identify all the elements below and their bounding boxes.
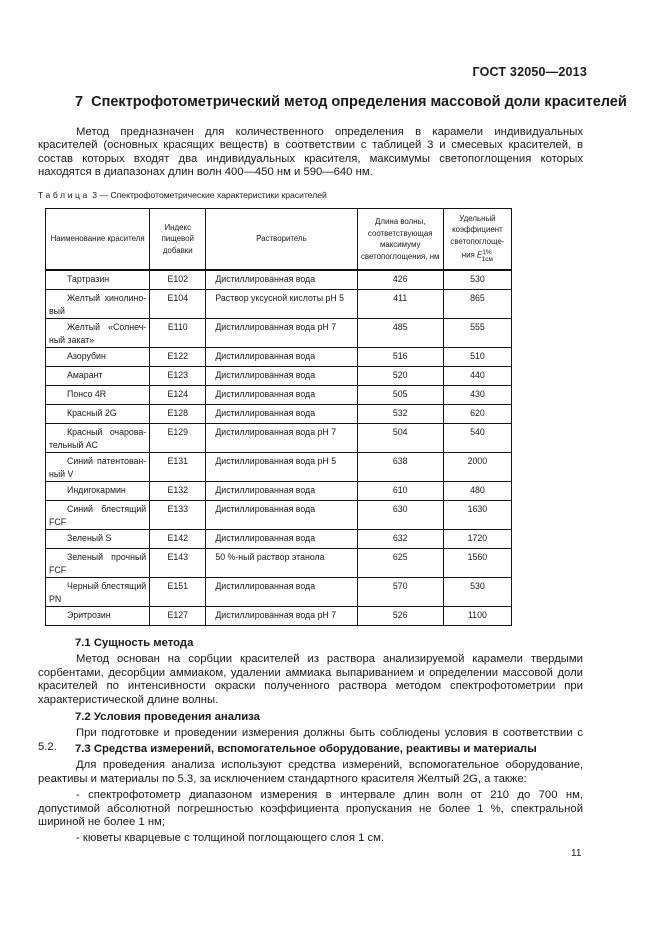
cell-solvent: Дистиллированная вода xyxy=(206,578,357,607)
table-row xyxy=(46,367,512,386)
cell-index: E131 xyxy=(150,453,206,482)
cell-dye-name: Синий блестящий FCF xyxy=(46,501,150,530)
cell-wavelength: 630 xyxy=(357,501,443,530)
table-row xyxy=(46,405,512,424)
cell-index: E132 xyxy=(150,482,206,501)
table-row xyxy=(46,578,512,607)
cell-dye-name: Азорубин xyxy=(46,348,150,367)
cell-solvent: Дистиллированная вода pH 7 xyxy=(206,424,357,453)
cell-dye-name: Черный блестящий PN xyxy=(46,578,150,607)
subsection-paragraph: - кюветы кварцевые с толщиной поглощающего слоя 1 см. xyxy=(76,832,385,845)
cell-dye-name: Желтый хинолино-вый xyxy=(46,290,150,319)
subsection-heading: 7.2 Условия проведения анализа xyxy=(75,711,260,723)
header-coefficient xyxy=(443,209,511,271)
subsection xyxy=(38,637,583,710)
table-row xyxy=(46,607,512,626)
standard-designation: ГОСТ 32050—2013 xyxy=(472,65,587,79)
cell-coefficient: 480 xyxy=(443,482,511,501)
table-row xyxy=(46,424,512,453)
cell-dye-name: Индигокармин xyxy=(46,482,150,501)
cell-coefficient: 510 xyxy=(443,348,511,367)
subsection-paragraph: Метод основан на сорбции красителей из раствора анализируемой карамели твердыми сорбентами, десорбции аммиаком, удалении аммиака выпариванием и определении массовой доли красителей по интенсивности окраски полученного раствора методом спектрофотометрии при характеристической длине волны. xyxy=(38,653,583,706)
table-row xyxy=(46,319,512,348)
subsection-heading: 7.1 Сущность метода xyxy=(75,637,194,649)
header-solvent: Растворитель xyxy=(206,209,357,271)
table-caption-title: — Спектрофотометрические характеристики красителей xyxy=(97,190,327,200)
cell-coefficient: 540 xyxy=(443,424,511,453)
cell-index: E104 xyxy=(150,290,206,319)
cell-dye-name: Синий патентован-ный V xyxy=(46,453,150,482)
cell-coefficient: 430 xyxy=(443,386,511,405)
cell-index: E128 xyxy=(150,405,206,424)
cell-solvent: Раствор уксусной кислоты pH 5 xyxy=(206,290,357,319)
cell-coefficient: 620 xyxy=(443,405,511,424)
cell-wavelength: 526 xyxy=(357,607,443,626)
subsection-paragraph: Для проведения анализа используют средства измерений, вспомогательное оборудование, реактивы и материалы по 5.3, за исключением стандартного красителя Желтый 2G, а также: xyxy=(38,759,583,785)
table-caption-number: 3 xyxy=(92,190,98,200)
cell-coefficient: 1560 xyxy=(443,549,511,578)
cell-index: E129 xyxy=(150,424,206,453)
subsection-paragraph: При подготовке и проведении измерения должны быть соблюдены условия в соответствии с 5.2. xyxy=(38,727,583,753)
subsection-paragraph: - спектрофотометр диапазоном измерения в интервале длин волн от 210 до 700 нм, допустимой абсолютной погрешностью коэффициента пропускания не более 1 %, спектральной шириной не более 1 нм; xyxy=(38,789,583,829)
cell-coefficient: 440 xyxy=(443,367,511,386)
cell-solvent: Дистиллированная вода xyxy=(206,270,357,290)
cell-coefficient: 530 xyxy=(443,578,511,607)
cell-dye-name: Зеленый прочный FCF xyxy=(46,549,150,578)
cell-wavelength: 520 xyxy=(357,367,443,386)
cell-dye-name: Зеленый S xyxy=(46,530,150,549)
cell-dye-name: Тартразин xyxy=(46,270,150,290)
cell-solvent: Дистиллированная вода xyxy=(206,367,357,386)
cell-solvent: Дистиллированная вода pH 7 xyxy=(206,607,357,626)
cell-coefficient: 865 xyxy=(443,290,511,319)
cell-coefficient: 1100 xyxy=(443,607,511,626)
cell-solvent: Дистиллированная вода xyxy=(206,501,357,530)
cell-solvent: Дистиллированная вода pH 5 xyxy=(206,453,357,482)
coefficient-sub: 1см xyxy=(481,255,494,263)
table-row xyxy=(46,386,512,405)
header-coefficient-label: Удельный коэффициент светопоглоще-ния xyxy=(450,213,505,261)
coefficient-symbol: E xyxy=(477,251,483,261)
cell-index: E124 xyxy=(150,386,206,405)
cell-index: E122 xyxy=(150,348,206,367)
cell-solvent: Дистиллированная вода xyxy=(206,482,357,501)
cell-wavelength: 516 xyxy=(357,348,443,367)
cell-wavelength: 632 xyxy=(357,530,443,549)
cell-wavelength: 505 xyxy=(357,386,443,405)
cell-dye-name: Амарант xyxy=(46,367,150,386)
cell-solvent: Дистиллированная вода xyxy=(206,386,357,405)
cell-coefficient: 2000 xyxy=(443,453,511,482)
table-caption-prefix: Таблица xyxy=(38,190,90,200)
cell-wavelength: 610 xyxy=(357,482,443,501)
cell-solvent: 50 %-ный раствор этанола xyxy=(206,549,357,578)
subsection-heading: 7.3 Средства измерений, вспомогательное оборудование, реактивы и материалы xyxy=(75,743,537,755)
cell-index: E143 xyxy=(150,549,206,578)
cell-solvent: Дистиллированная вода xyxy=(206,405,357,424)
cell-index: E110 xyxy=(150,319,206,348)
cell-dye-name: Эритрозин xyxy=(46,607,150,626)
table-row xyxy=(46,530,512,549)
cell-index: E102 xyxy=(150,270,206,290)
cell-coefficient: 530 xyxy=(443,270,511,290)
table-row xyxy=(46,549,512,578)
page-number: 11 xyxy=(571,848,582,859)
coefficient-sup: 1% xyxy=(482,249,492,257)
cell-wavelength: 625 xyxy=(357,549,443,578)
table-row xyxy=(46,482,512,501)
table-row xyxy=(46,501,512,530)
table-row xyxy=(46,348,512,367)
section-heading xyxy=(75,94,627,110)
cell-wavelength: 426 xyxy=(357,270,443,290)
cell-wavelength: 638 xyxy=(357,453,443,482)
table-row xyxy=(46,270,512,290)
cell-wavelength: 411 xyxy=(357,290,443,319)
cell-wavelength: 570 xyxy=(357,578,443,607)
table-row xyxy=(46,290,512,319)
table-row xyxy=(46,453,512,482)
cell-index: E151 xyxy=(150,578,206,607)
cell-dye-name: Желтый «Солнеч-ный закат» xyxy=(46,319,150,348)
table-caption xyxy=(38,190,327,200)
header-index: Индекс пищевой добавки xyxy=(150,209,206,271)
section-title: Спектрофотометрический метод определения массовой доли красителей xyxy=(91,94,627,110)
subsection xyxy=(38,743,583,849)
cell-index: E133 xyxy=(150,501,206,530)
cell-wavelength: 532 xyxy=(357,405,443,424)
cell-wavelength: 485 xyxy=(357,319,443,348)
cell-index: E127 xyxy=(150,607,206,626)
cell-solvent: Дистиллированная вода xyxy=(206,530,357,549)
table-header-row xyxy=(46,209,512,271)
cell-solvent: Дистиллированная вода xyxy=(206,348,357,367)
cell-coefficient: 1630 xyxy=(443,501,511,530)
dye-characteristics-table xyxy=(45,208,512,626)
cell-solvent: Дистиллированная вода pH 7 xyxy=(206,319,357,348)
cell-dye-name: Понсо 4R xyxy=(46,386,150,405)
cell-index: E142 xyxy=(150,530,206,549)
cell-coefficient: 1720 xyxy=(443,530,511,549)
section-number: 7 xyxy=(75,94,84,110)
header-wavelength: Длина волны, соответствующая максимуму светопоглощения, нм xyxy=(357,209,443,271)
cell-coefficient: 555 xyxy=(443,319,511,348)
cell-dye-name: Красный очарова-тельный АС xyxy=(46,424,150,453)
cell-index: E123 xyxy=(150,367,206,386)
cell-dye-name: Красный 2G xyxy=(46,405,150,424)
section-intro-paragraph: Метод предназначен для количественного определения в карамели индивидуальных красителей (основных красящих веществ) в соответствии с таблицей 3 и смесевых красителей, в состав которых входят два индивидуальных красителя, максимумы светопоглощения которых находятся в диапазонах длин волн 400—450 нм и 590—640 нм. xyxy=(38,126,583,179)
header-name: Наименование красителя xyxy=(46,209,150,271)
cell-wavelength: 504 xyxy=(357,424,443,453)
